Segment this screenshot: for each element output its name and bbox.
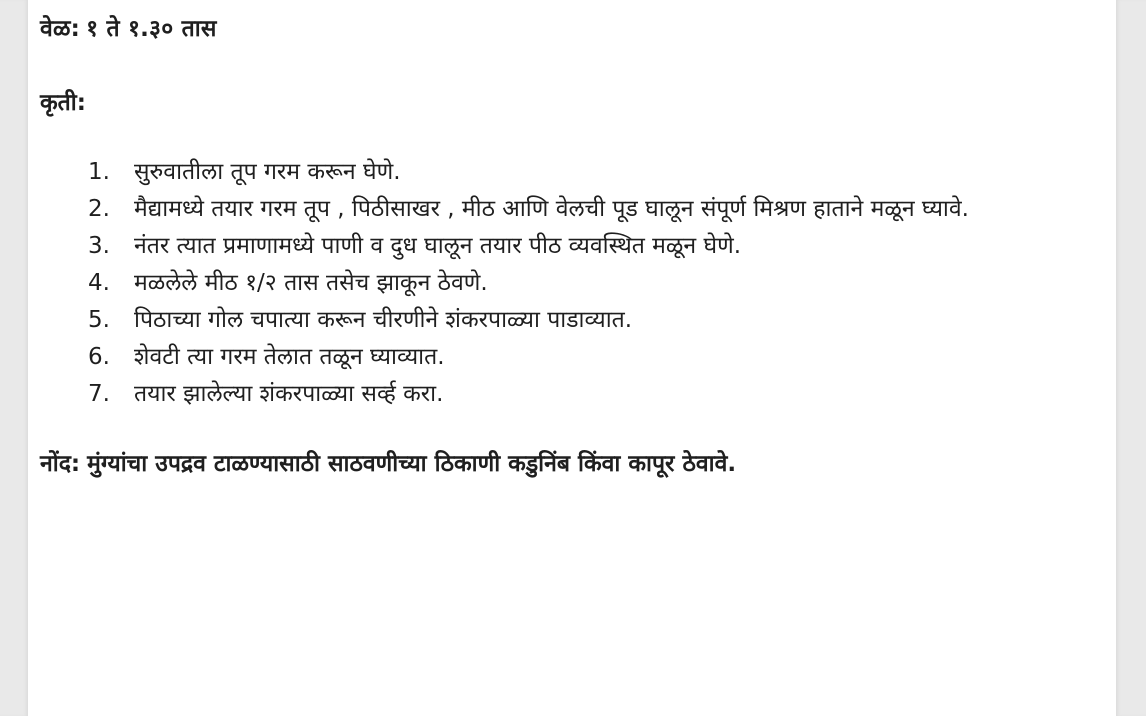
steps-list [40, 154, 1078, 413]
right-page-margin [1116, 0, 1146, 716]
note-text: मुंग्यांचा उपद्रव टाळण्यासाठी साठवणीच्या ठिकाणी कडुनिंब किंवा कापूर ठेवावे. [87, 451, 737, 477]
step-item [40, 154, 1078, 191]
step-number: 7. [88, 381, 110, 407]
step-text: मैद्यामध्ये तयार गरम तूप , पिठीसाखर , मीठ आणि वेलची पूड घालून संपूर्ण मिश्रण हाताने मळून घ्यावे. [134, 196, 969, 222]
step-text: शेवटी त्या गरम तेलात तळून घ्याव्यात. [134, 344, 445, 370]
step-item [40, 191, 1078, 228]
time-line [40, 14, 1078, 44]
step-item [40, 228, 1078, 265]
step-number: 2. [88, 196, 110, 222]
step-text: पिठाच्या गोल चपात्या करून चीरणीने शंकरपाळ्या पाडाव्यात. [134, 307, 633, 333]
step-number: 1. [88, 159, 110, 185]
recipe-page [28, 0, 1116, 716]
step-text: मळलेले मीठ १/२ तास तसेच झाकून ठेवणे. [134, 270, 488, 296]
step-number: 6. [88, 344, 110, 370]
step-number: 3. [88, 233, 110, 259]
time-label: वेळ: [40, 16, 81, 42]
note-line [40, 449, 1078, 480]
step-item [40, 339, 1078, 376]
step-number: 5. [88, 307, 110, 333]
left-page-margin [0, 0, 28, 716]
step-item [40, 265, 1078, 302]
step-text: सुरुवातीला तूप गरम करून घेणे. [134, 159, 401, 185]
note-label: नोंद: [40, 451, 81, 477]
method-heading: कृती: [40, 90, 86, 116]
step-item [40, 376, 1078, 413]
time-value: १ ते १.३० तास [86, 16, 217, 42]
step-text: नंतर त्यात प्रमाणामध्ये पाणी व दुध घालून तयार पीठ व्यवस्थित मळून घेणे. [134, 233, 742, 259]
step-text: तयार झालेल्या शंकरपाळ्या सर्व्ह करा. [134, 381, 444, 407]
step-item [40, 302, 1078, 339]
step-number: 4. [88, 270, 110, 296]
